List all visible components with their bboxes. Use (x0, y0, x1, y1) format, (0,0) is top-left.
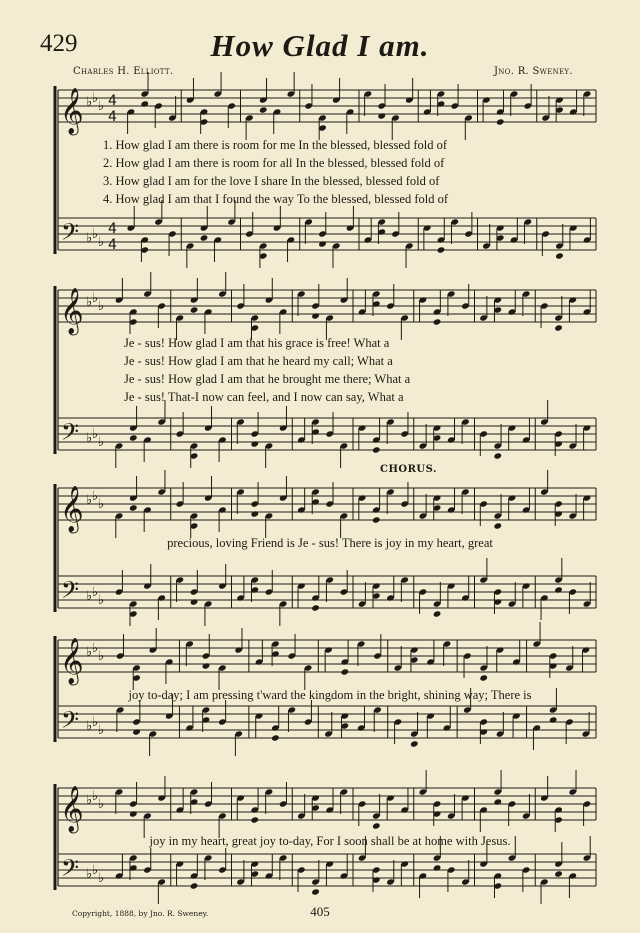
chorus-label: CHORUS. (380, 464, 437, 475)
note-icon (259, 106, 268, 113)
note-icon (311, 604, 320, 611)
verse-line: 4. How glad I am that I found the way To the blessed, blessed fold of (103, 192, 449, 206)
note-icon (479, 674, 488, 681)
flat-icon: ♭ (92, 863, 99, 878)
flat-icon: ♭ (92, 227, 99, 242)
lyric-line: joy to-day; I am pressing t'ward the kingdom in the bright, shining way; There is (128, 688, 532, 702)
note-icon (437, 246, 446, 253)
flat-icon: ♭ (86, 719, 93, 734)
composer-credit: Jno. R. Sweney. (494, 66, 573, 77)
flat-icon: ♭ (86, 231, 93, 246)
flat-icon: ♭ (86, 867, 93, 882)
note-icon (496, 118, 505, 125)
note-icon (433, 318, 442, 325)
verse-line: Je - sus! That-I now can feel, and I now can say, What a (124, 390, 404, 404)
flat-icon: ♭ (98, 235, 105, 250)
author-credit: Charles H. Elliott. (73, 66, 174, 77)
flat-icon: ♭ (92, 427, 99, 442)
note-icon (372, 446, 381, 453)
flat-icon: ♭ (92, 585, 99, 600)
note-icon (554, 870, 563, 877)
time-signature: 4 (108, 237, 117, 253)
flat-icon: ♭ (92, 715, 99, 730)
note-icon (271, 734, 280, 741)
bass-clef-icon: 𝄢 (61, 218, 80, 251)
flat-icon: ♭ (98, 649, 105, 664)
note-icon (318, 240, 327, 247)
note-icon (251, 510, 260, 517)
flat-icon: ♭ (86, 431, 93, 446)
note-icon (377, 112, 386, 119)
flat-icon: ♭ (98, 497, 105, 512)
flat-icon: ♭ (92, 489, 99, 504)
flat-icon: ♭ (86, 295, 93, 310)
bass-clef-icon: 𝄢 (61, 576, 80, 609)
note-icon (202, 662, 211, 669)
note-icon (433, 864, 442, 871)
note-icon (190, 598, 199, 605)
lyric-line: joy in my heart, great joy to-day, For I soon shall be at home with Jesus. (149, 834, 511, 848)
note-icon (140, 100, 149, 107)
flat-icon: ♭ (98, 99, 105, 114)
note-icon (554, 586, 563, 593)
note-icon (410, 740, 419, 747)
verse-line: 2. How glad I am there is room for all In the blessed, blessed fold of (103, 156, 445, 170)
flat-icon: ♭ (86, 793, 93, 808)
flat-icon: ♭ (86, 645, 93, 660)
verse-line: Je - sus! How glad I am that his grace is free! What a (124, 336, 390, 350)
note-icon (190, 306, 199, 313)
flat-icon: ♭ (98, 871, 105, 886)
hymn-title: How Glad I am. (210, 28, 430, 63)
time-signature: 4 (108, 109, 117, 125)
treble-clef-icon: 𝄞 (60, 638, 84, 684)
verse-line: 1. How glad I am there is room for me In the blessed, blessed fold of (103, 138, 448, 152)
note-icon (311, 888, 320, 895)
treble-clef-icon: 𝄞 (60, 288, 84, 334)
flat-icon: ♭ (98, 723, 105, 738)
bass-clef-icon: 𝄢 (61, 418, 80, 451)
note-icon (129, 434, 138, 441)
note-icon (555, 252, 564, 259)
note-icon (251, 816, 260, 823)
time-signature: 4 (108, 93, 117, 109)
flat-icon: ♭ (98, 797, 105, 812)
note-icon (251, 440, 260, 447)
note-icon (494, 798, 503, 805)
page-number: 405 (310, 904, 330, 919)
note-icon (200, 234, 209, 241)
flat-icon: ♭ (86, 493, 93, 508)
flat-icon: ♭ (98, 299, 105, 314)
flat-icon: ♭ (92, 91, 99, 106)
note-icon (372, 822, 381, 829)
note-icon (494, 522, 503, 529)
verse-line: Je - sus! How glad I am that he brought me there; What a (124, 372, 411, 386)
flat-icon: ♭ (92, 291, 99, 306)
note-icon (494, 452, 503, 459)
note-icon (129, 504, 138, 511)
flat-icon: ♭ (86, 95, 93, 110)
verse-line: Je - sus! How glad I am that he heard my call; What a (124, 354, 393, 368)
note-icon (311, 312, 320, 319)
note-icon (549, 716, 558, 723)
verse-line: 3. How glad I am for the love I share In the blessed, blessed fold of (103, 174, 440, 188)
note-icon (554, 324, 563, 331)
flat-icon: ♭ (92, 789, 99, 804)
note-icon (341, 668, 350, 675)
time-signature: 4 (108, 221, 117, 237)
bass-clef-icon: 𝄢 (61, 854, 80, 887)
treble-clef-icon: 𝄞 (60, 486, 84, 532)
flat-icon: ♭ (98, 435, 105, 450)
hymn-number: 429 (40, 30, 78, 57)
copyright-notice: Copyright, 1888, by Jno. R. Sweney. (72, 909, 209, 918)
flat-icon: ♭ (92, 641, 99, 656)
note-icon (190, 882, 199, 889)
treble-clef-icon: 𝄞 (60, 88, 84, 134)
treble-clef-icon: 𝄞 (60, 786, 84, 832)
note-icon (372, 516, 381, 523)
flat-icon: ♭ (98, 593, 105, 608)
lyric-line: precious, loving Friend is Je - sus! There is joy in my heart, great (167, 536, 493, 550)
bass-clef-icon: 𝄢 (61, 706, 80, 739)
note-icon (132, 728, 141, 735)
note-icon (129, 810, 138, 817)
note-icon (433, 610, 442, 617)
flat-icon: ♭ (86, 589, 93, 604)
